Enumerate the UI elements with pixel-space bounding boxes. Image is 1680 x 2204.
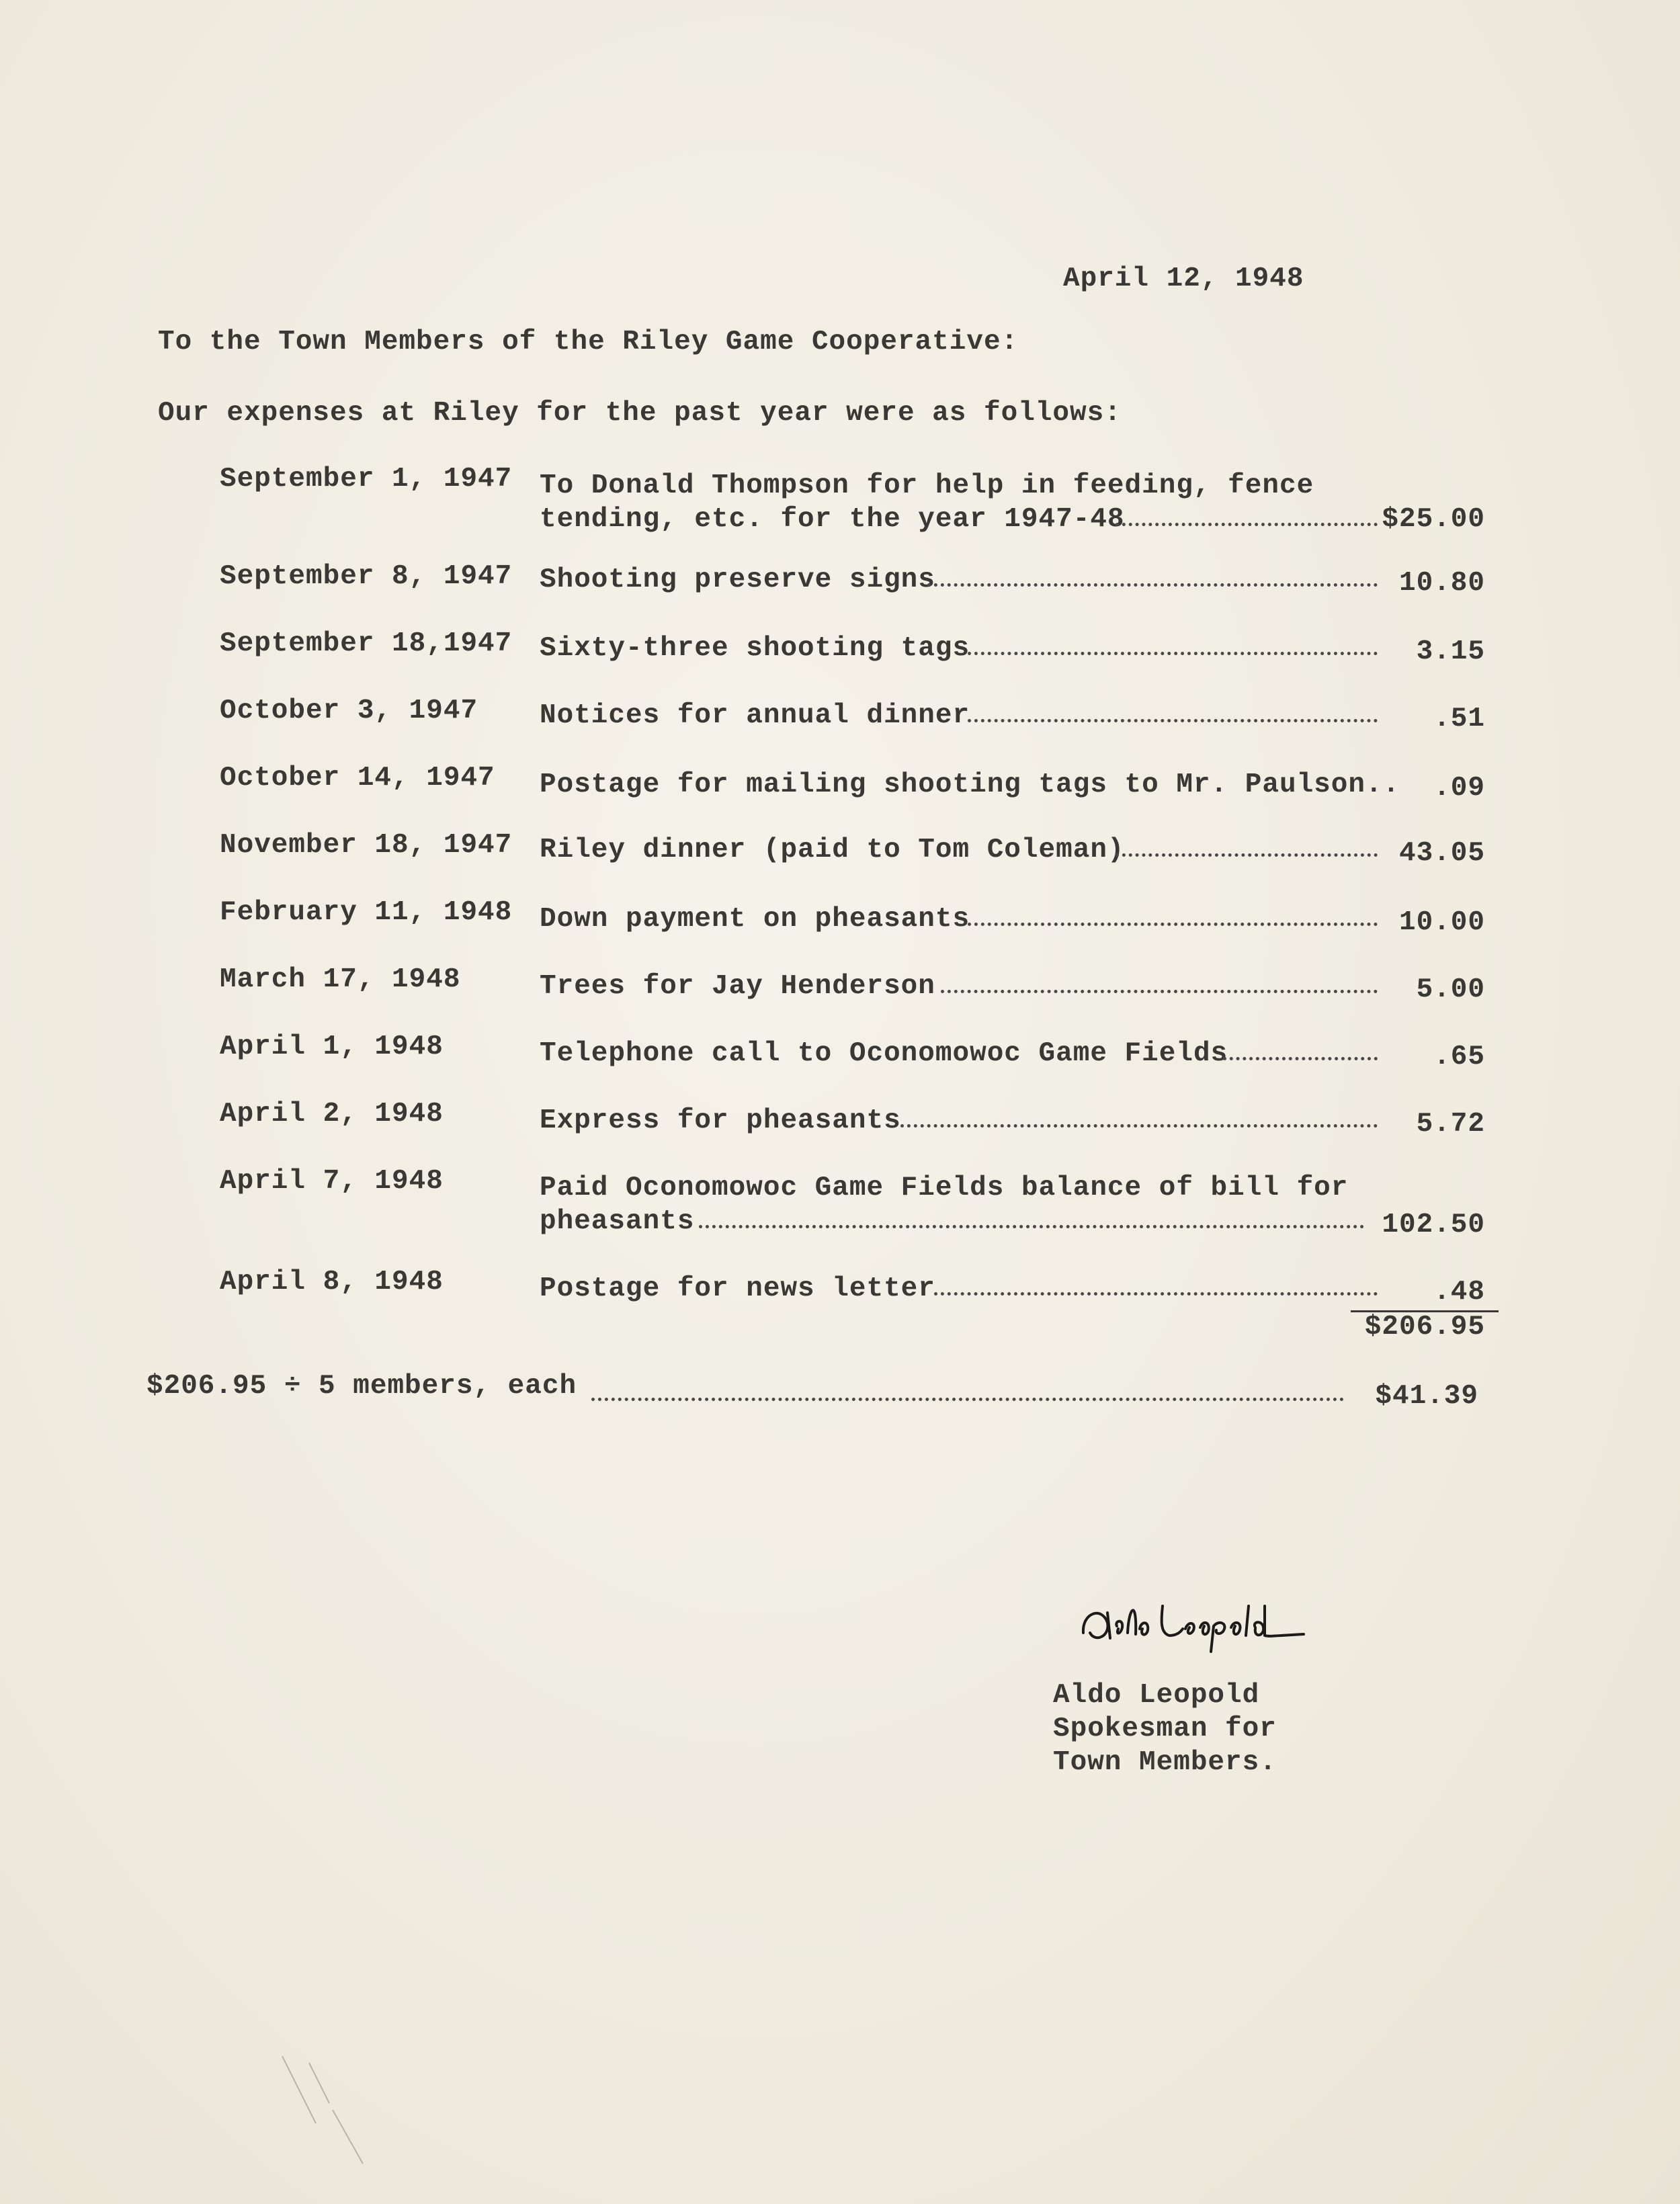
expense-amount: 102.50: [1382, 1210, 1485, 1240]
expense-date: October 3, 1947: [220, 695, 478, 726]
expense-date: March 17, 1948: [220, 964, 461, 995]
expense-description: Notices for annual dinner: [540, 700, 970, 731]
dot-leader: [591, 1398, 1344, 1401]
expense-date: September 8, 1947: [220, 561, 513, 592]
expense-description: Riley dinner (paid to Tom Coleman): [540, 835, 1125, 865]
expense-date: September 18,1947: [220, 628, 513, 659]
expense-amount: $25.00: [1382, 504, 1485, 535]
expense-date: September 1, 1947: [220, 464, 513, 495]
division-line: $206.95 ÷ 5 members, each: [146, 1371, 577, 1402]
dot-leader: [1116, 853, 1378, 857]
expense-description: Trees for Jay Henderson: [540, 971, 935, 1002]
dot-leader: [968, 719, 1378, 722]
expense-description: Postage for news letter: [540, 1273, 935, 1304]
dot-leader: [941, 990, 1378, 993]
expense-amount: .51: [1433, 704, 1485, 734]
expense-amount: .48: [1433, 1277, 1485, 1308]
expenses-total: $206.95: [1364, 1312, 1485, 1343]
signer-title-line1: Spokesman for: [1053, 1713, 1277, 1744]
dot-leader: [968, 923, 1378, 926]
expense-amount: .65: [1433, 1042, 1485, 1072]
expense-amount: 10.00: [1398, 907, 1485, 938]
salutation: To the Town Members of the Riley Game Cooperative:: [158, 327, 1019, 357]
expense-description-continued: tending, etc. for the year 1947-48: [540, 504, 1125, 535]
expense-description: Paid Oconomowoc Game Fields balance of bill for: [540, 1173, 1349, 1203]
dot-leader: [927, 583, 1378, 587]
expense-date: April 7, 1948: [220, 1166, 444, 1197]
expense-description: Telephone call to Oconomowoc Game Fields: [540, 1038, 1228, 1069]
expense-date: April 2, 1948: [220, 1099, 444, 1130]
expense-date: April 1, 1948: [220, 1031, 444, 1062]
letter-date: April 12, 1948: [1063, 263, 1304, 294]
expense-description-continued: pheasants: [540, 1206, 695, 1237]
expense-description: Shooting preserve signs: [540, 564, 935, 595]
expense-date: October 14, 1947: [220, 763, 495, 794]
intro-line: Our expenses at Riley for the past year were as follows:: [158, 398, 1122, 429]
paper-scratch-mark: [269, 2043, 376, 2177]
expense-description: Postage for mailing shooting tags to Mr. Paulson..: [540, 769, 1400, 800]
handwritten-signature: [1075, 1586, 1357, 1660]
expense-description: To Donald Thompson for help in feeding, fence: [540, 470, 1314, 501]
signer-title-line2: Town Members.: [1053, 1747, 1277, 1778]
expense-date: February 11, 1948: [220, 897, 513, 928]
dot-leader: [699, 1225, 1364, 1228]
dot-leader: [934, 1292, 1378, 1296]
expense-amount: 5.00: [1416, 974, 1485, 1005]
expense-amount: 10.80: [1398, 568, 1485, 599]
expense-amount: 3.15: [1416, 636, 1485, 667]
expense-date: November 18, 1947: [220, 830, 513, 861]
dot-leader: [968, 652, 1378, 655]
expense-amount: .09: [1433, 773, 1485, 804]
expense-date: April 8, 1948: [220, 1267, 444, 1298]
expense-description: Express for pheasants: [540, 1105, 901, 1136]
dot-leader: [1223, 1057, 1378, 1060]
expense-description: Down payment on pheasants: [540, 904, 970, 935]
dot-leader: [1116, 523, 1378, 526]
signer-name: Aldo Leopold: [1053, 1680, 1260, 1711]
expense-amount: 5.72: [1416, 1109, 1485, 1140]
dot-leader: [900, 1124, 1378, 1128]
expense-amount: 43.05: [1398, 838, 1485, 869]
expense-description: Sixty-three shooting tags: [540, 633, 970, 664]
per-member-amount: $41.39: [1375, 1381, 1478, 1412]
